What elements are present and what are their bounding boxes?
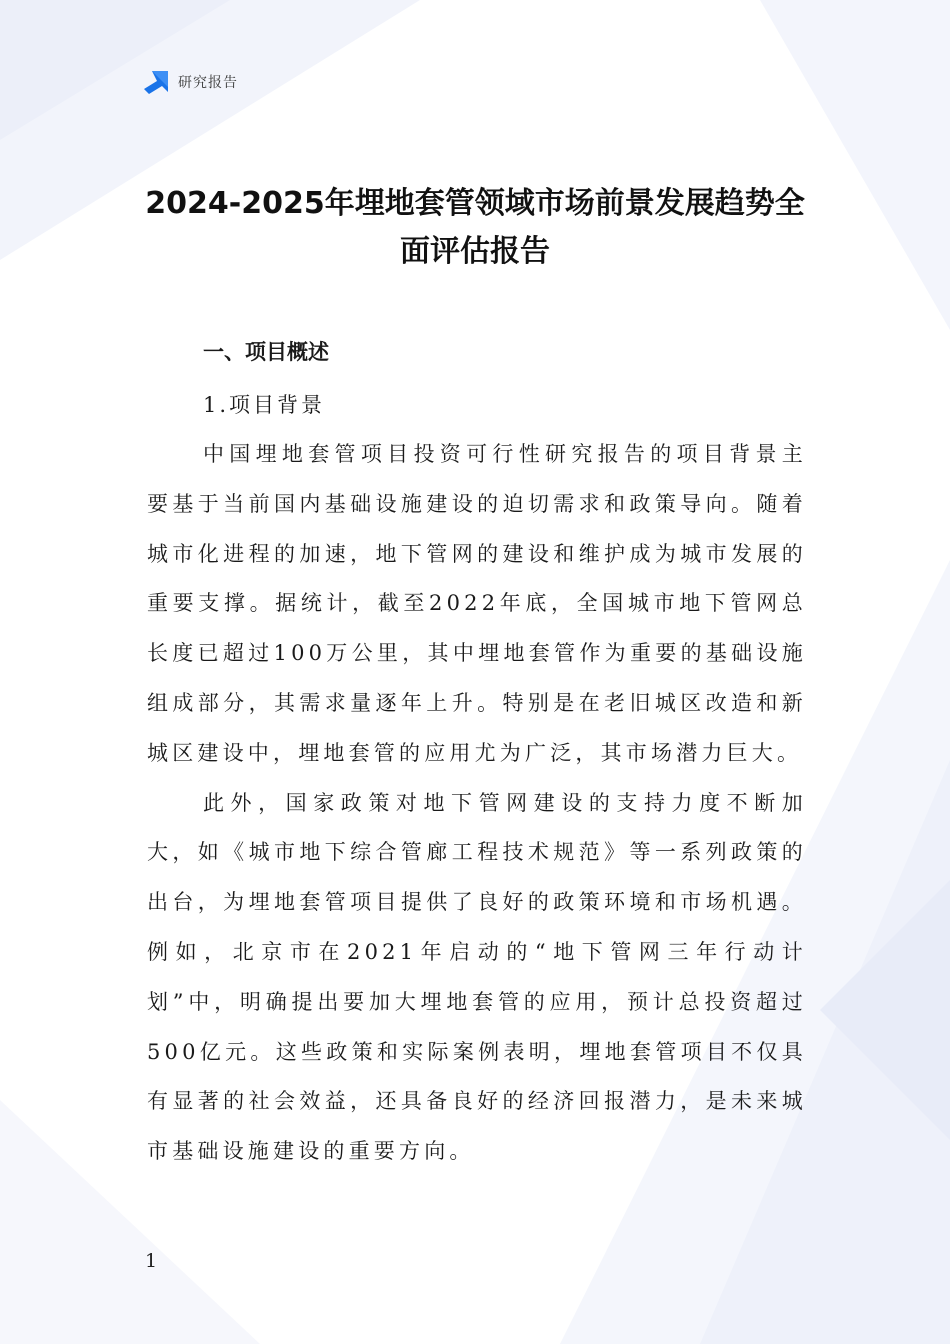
document-title: 2024-2025年埋地套管领域市场前景发展趋势全面评估报告 <box>145 186 805 269</box>
page-number: 1 <box>145 1250 158 1272</box>
section-heading: 一、项目概述 <box>203 340 329 364</box>
document-body <box>147 330 807 1177</box>
header-label: 研究报告 <box>178 74 238 91</box>
subsection-heading: 1.项目背景 <box>203 393 326 417</box>
report-header <box>143 68 238 95</box>
paragraph-2: 此外，国家政策对地下管网建设的支持力度不断加大，如《城市地下综合管廊工程技术规范》等一系列政策的出台，为埋地套管项目提供了良好的政策环境和市场机遇。例如，北京市在2021年启动的“地下管网三年行动计划”中，明确提出要加大埋地套管的应用，预计总投资超过500亿元。这些政策和实际案例表明，埋地套管项目不仅具有显著的社会效益，还具备良好的经济回报潜力，是未来城市基础设施建设的重要方向。 <box>147 790 807 1164</box>
arrow-up-right-logo-icon <box>143 68 170 95</box>
paragraph-1: 中国埋地套管项目投资可行性研究报告的项目背景主要基于当前国内基础设施建设的迫切需求和政策导向。随着城市化进程的加速，地下管网的建设和维护成为城市发展的重要支撑。据统计，截至2022年底，全国城市地下管网总长度已超过100万公里，其中埋地套管作为重要的基础设施组成部分，其需求量逐年上升。特别是在老旧城区改造和新城区建设中，埋地套管的应用尤为广泛，其市场潜力巨大。 <box>147 442 807 765</box>
